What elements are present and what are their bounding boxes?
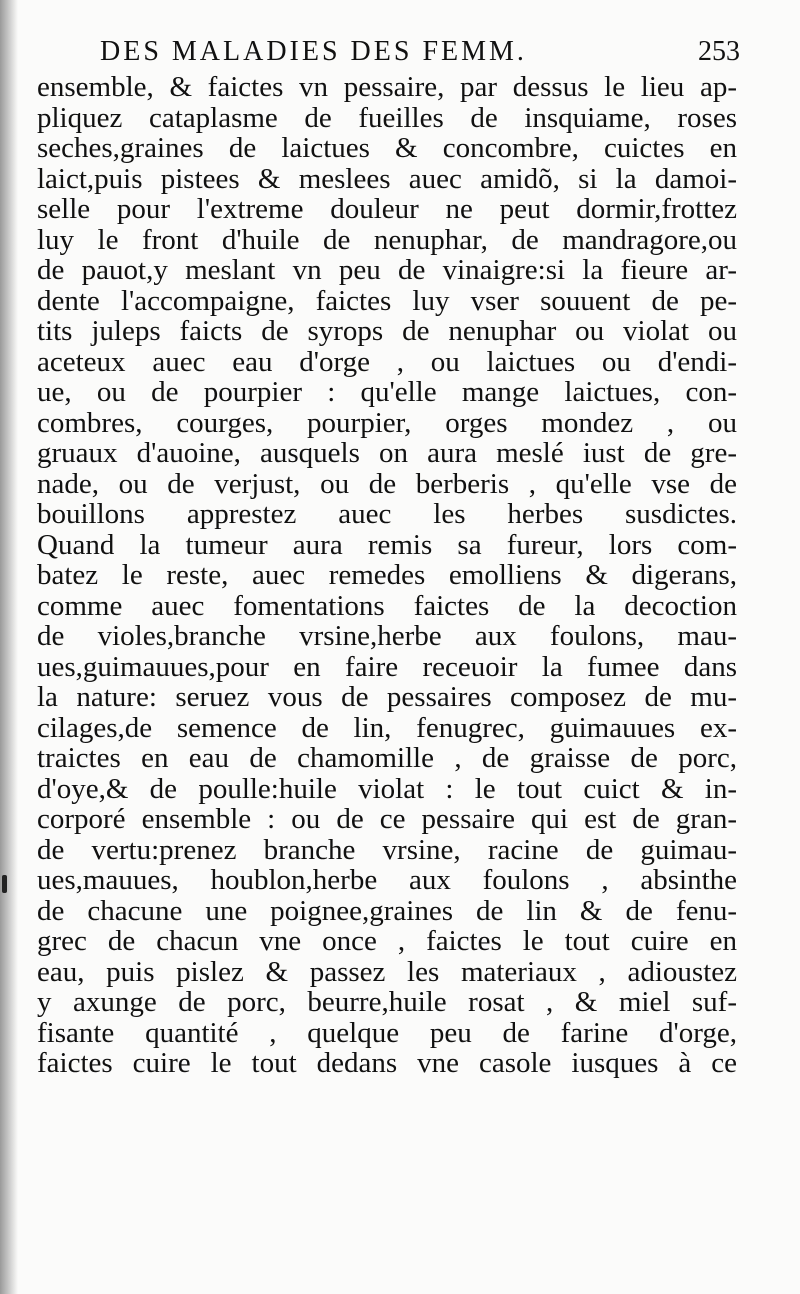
text-line: luy le front d'huile de nenuphar, de mandragore,ou	[37, 224, 737, 255]
text-line: faictes cuire le tout dedans vne casole iusques à ce	[37, 1048, 737, 1079]
text-line: seches,graines de laictues & concombre, cuictes en	[37, 133, 737, 164]
text-line: la nature: seruez vous de pessaires composez de mu-	[37, 682, 737, 713]
text-line: d'oye,& de poulle:huile violat : le tout cuict & in-	[37, 773, 737, 804]
body-text	[37, 72, 737, 1079]
running-head-title: DES MALADIES DES FEMM.	[100, 36, 527, 67]
text-line: fisante quantité , quelque peu de farine d'orge,	[37, 1017, 737, 1048]
text-line: de pauot,y meslant vn peu de vinaigre:si la fieure ar-	[37, 255, 737, 286]
text-line: dente l'accompaigne, faictes luy vser souuent de pe-	[37, 285, 737, 316]
text-line: combres, courges, pourpier, orges mondez , ou	[37, 407, 737, 438]
text-line: ue, ou de pourpier : qu'elle mange laictues, con-	[37, 377, 737, 408]
text-line: eau, puis pislez & passez les materiaux , adioustez	[37, 956, 737, 987]
text-line: comme auec fomentations faictes de la decoction	[37, 590, 737, 621]
running-head	[100, 34, 740, 74]
page-edge-shadow	[0, 0, 18, 1294]
text-line: laict,puis pistees & meslees auec amidõ, si la damoi-	[37, 163, 737, 194]
text-line: cilages,de semence de lin, fenugrec, guimauues ex-	[37, 712, 737, 743]
text-line: de chacune une poignee,graines de lin & de fenu-	[37, 895, 737, 926]
text-line: Quand la tumeur aura remis sa fureur, lors com-	[37, 529, 737, 560]
text-line: ues,guimauues,pour en faire receuoir la fumee dans	[37, 651, 737, 682]
text-line: ensemble, & faictes vn pessaire, par dessus le lieu ap-	[37, 72, 737, 103]
text-line: batez le reste, auec remedes emolliens & digerans,	[37, 560, 737, 591]
text-line: bouillons apprestez auec les herbes susdictes.	[37, 499, 737, 530]
page-number: 253	[698, 36, 740, 67]
text-line: selle pour l'extreme douleur ne peut dormir,frottez	[37, 194, 737, 225]
text-line: tits juleps faicts de syrops de nenuphar ou violat ou	[37, 316, 737, 347]
text-line: pliquez cataplasme de fueilles de insquiame, roses	[37, 102, 737, 133]
text-line: grec de chacun vne once , faictes le tout cuire en	[37, 926, 737, 957]
text-line: ues,mauues, houblon,herbe aux foulons , absinthe	[37, 865, 737, 896]
text-line: de violes,branche vrsine,herbe aux foulons, mau-	[37, 621, 737, 652]
text-line: corporé ensemble : ou de ce pessaire qui est de gran-	[37, 804, 737, 835]
text-line: gruaux d'auoine, ausquels on aura meslé iust de gre-	[37, 438, 737, 469]
text-line: de vertu:prenez branche vrsine, racine de guimau-	[37, 834, 737, 865]
text-line: nade, ou de verjust, ou de berberis , qu'elle vse de	[37, 468, 737, 499]
page-edge-mark	[2, 875, 7, 893]
text-line: aceteux auec eau d'orge , ou laictues ou d'endi-	[37, 346, 737, 377]
text-line: traictes en eau de chamomille , de graisse de porc,	[37, 743, 737, 774]
text-line: y axunge de porc, beurre,huile rosat , & miel suf-	[37, 987, 737, 1018]
